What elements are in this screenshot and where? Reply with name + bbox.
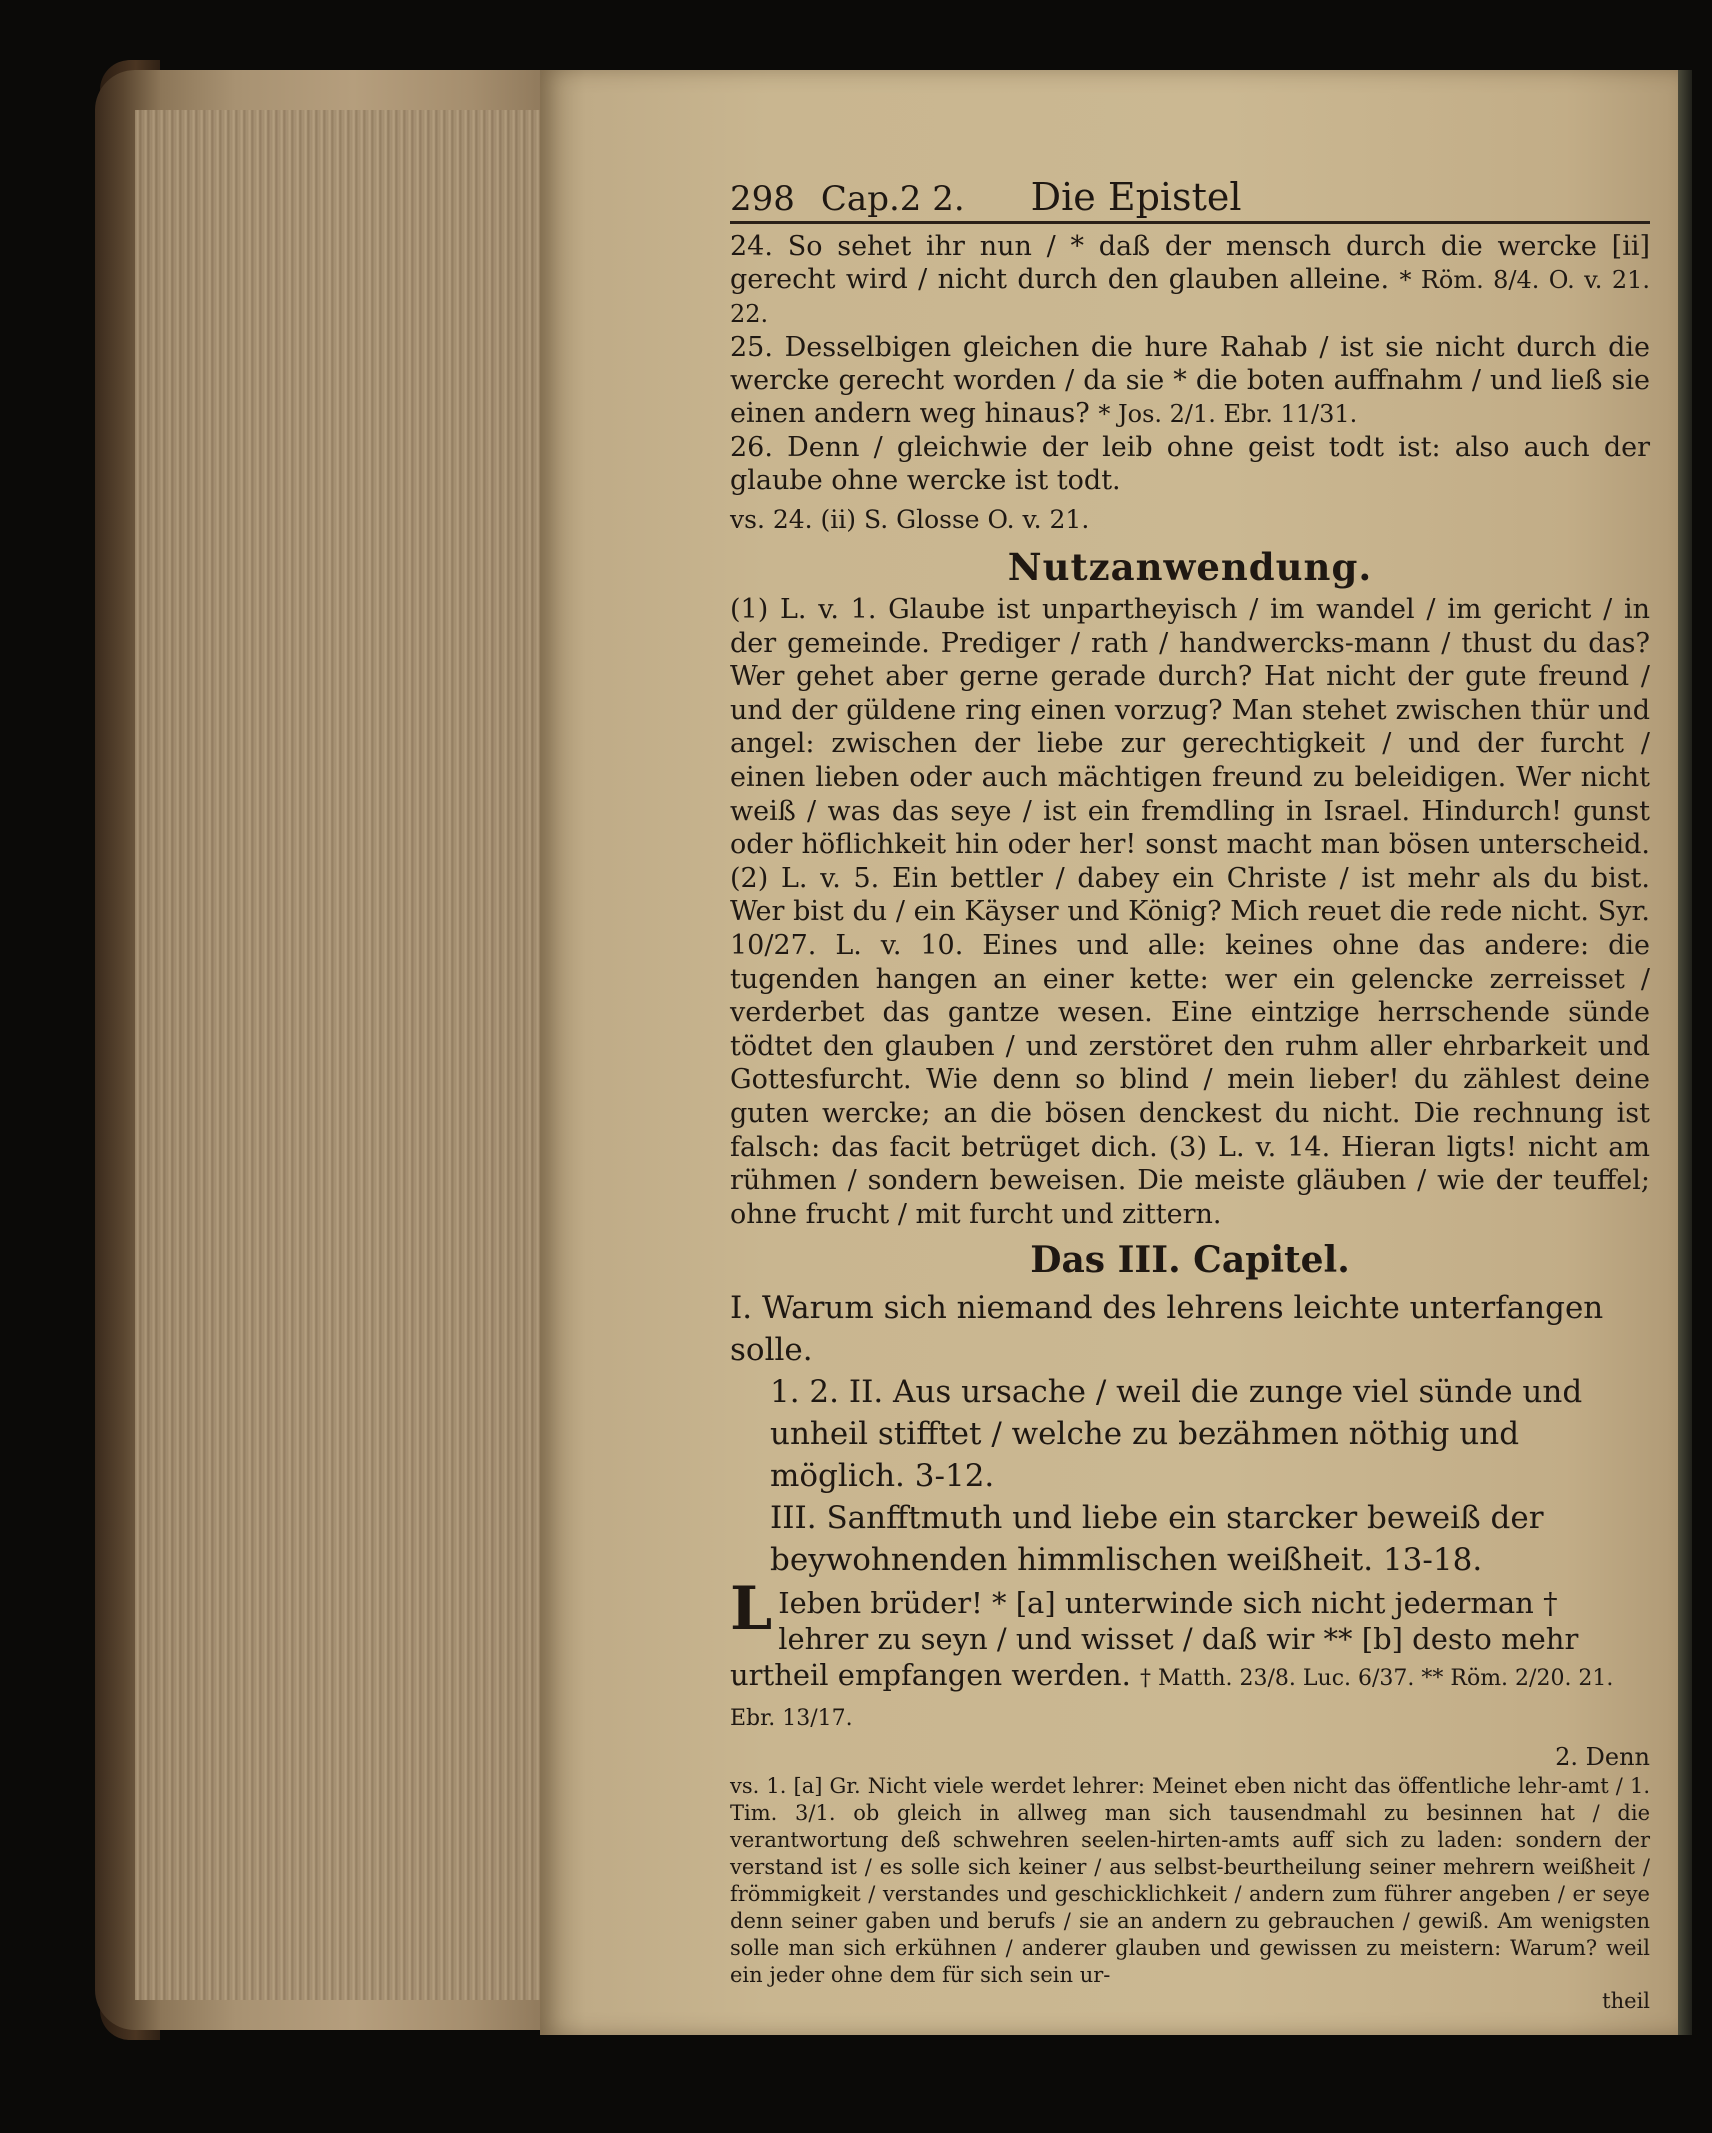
page-stack bbox=[135, 110, 565, 2000]
verse-26: 26. Denn / gleichwie der leib ohne geist todt ist: also auch der glaube ohne wercke ist todt. bbox=[730, 432, 1650, 496]
page-number: 298 bbox=[730, 179, 795, 219]
section-heading: Nutzanwendung. bbox=[1007, 545, 1373, 589]
cross-reference: † Matth. 23/8. Luc. 6/37. ** Röm. 2/20. 21. Ebr. 13/17. bbox=[730, 1666, 1614, 1732]
drop-cap: L bbox=[730, 1574, 773, 1645]
application-text: (1) L. v. 1. Glaube ist unpartheyisch / im wandel / im gericht / in der gemeinde. Prediger / rath / handwercks-mann / thust du das? Wer gehet aber gerne gerade durch? Hat nicht der gute freund / und der güldene ring einen vorzug? Man stehet zwischen thür und angel: zwischen der liebe zur gerechtigkeit / und der furcht / einen lieben oder auch mächtigen freund zu beleidigen. Wer nicht weiß / was das seye / ist ein fremdling in Israel. Hindurch! gunst oder höflichkeit hin oder her! sonst macht man bösen unterscheid. (2) L. v. 5. Ein bettler / dabey ein Christe / ist mehr als du bist. Wer bist du / ein Käyser und König? Mich reuet die rede nicht. Syr. 10/27. L. v. 10. Eines und alle: keines ohne das andere: die tugenden hangen an einer kette: wer ein gelencke zerreisset / verderbet das gantze wesen. Eine eintzige herrschende sünde tödtet den glauben / und zerstöret den ruhm aller ehrbarkeit und Gottesfurcht. Wie denn so blind / mein lieber! du zählest deine guten wercke; an die bösen denckest du nicht. Die rechnung ist falsch: das facit betrüget dich. (3) L. v. 14. Hieran ligts! nicht am rühmen / sondern beweisen. Die meiste gläuben / wie der teuffel; ohne frucht / mit furcht und zittern. bbox=[730, 594, 1650, 1230]
verse-24: 24. So sehet ihr nun / * daß der mensch durch die wercke [ii] gerecht wird / nicht durch den glauben alleine. * Röm. 8/4. O. v. 21. 22. bbox=[730, 231, 1650, 328]
chapter-summary bbox=[730, 1287, 1650, 1581]
running-header bbox=[730, 175, 1650, 224]
chapter-label: Cap.2 2. bbox=[820, 179, 965, 219]
catchword-bottom: theil bbox=[1602, 1989, 1650, 2014]
chapter-heading: Das III. Capitel. bbox=[1030, 1239, 1350, 1282]
right-page-edge bbox=[1678, 70, 1692, 2035]
summary-line: 1. 2. II. Aus ursache / weil die zunge viel sünde und unheil stifftet / welche zu bezähmen nöthig und möglich. 3-12. bbox=[770, 1374, 1583, 1495]
verse-25: 25. Desselbigen gleichen die hure Rahab / ist sie nicht durch die wercke gerecht worden / da sie * die boten auffnahm / und ließ sie einen andern weg hinaus? * Jos. 2/1. Ebr. 11/31. bbox=[730, 332, 1650, 429]
verse-1: L Ieben brüder! * [a] unterwinde sich nicht jederman † lehrer zu seyn / und wisset / daß wir ** [b] desto mehr urtheil empfangen werden. † Matth. 23/8. Luc. 6/37. ** Röm. 2/20. 21. Ebr. 13/17. bbox=[730, 1574, 1614, 1732]
book-page bbox=[540, 70, 1680, 2035]
cross-reference: * Jos. 2/1. Ebr. 11/31. bbox=[1098, 400, 1358, 428]
footnote: vs. 1. [a] Gr. Nicht viele werdet lehrer: Meinet eben nicht das öffentliche lehr-amt / 1. Tim. 3/1. ob gleich in allweg man sich tausendmahl zu besinnen hat / die verantwortung deß schwehren seelen-hirten-amts auff sich zu laden: sondern der verstand ist / es solle sich keiner / aus selbst-beurtheilung seiner mehrern weißheit / frömmigkeit / verstandes und geschicklichkeit / andern zum führer angeben / er seye denn seiner gaben und berufs / sie an andern zu gebrauchen / gewiß. Am wenigsten solle man sich erkühnen / anderer glauben und gewissen zu meistern: Warum? weil ein jeder ohne dem für sich sein ur- bbox=[730, 1774, 1650, 1988]
page-fore-edge bbox=[95, 70, 565, 2030]
cross-reference: * Röm. 8/4. O. v. 21. 22. bbox=[730, 266, 1650, 328]
summary-line: I. Warum sich niemand des lehrens leichte unterfangen solle. bbox=[730, 1290, 1604, 1369]
gloss-note: vs. 24. (ii) S. Glosse O. v. 21. bbox=[730, 505, 1090, 534]
page-title: Die Epistel bbox=[1030, 175, 1242, 219]
summary-line: III. Sanfftmuth und liebe ein starcker beweiß der beywohnenden himmlischen weißheit. 13-18. bbox=[770, 1500, 1544, 1579]
catchword: 2. Denn bbox=[1555, 1743, 1650, 1772]
page-text bbox=[730, 175, 1650, 2013]
